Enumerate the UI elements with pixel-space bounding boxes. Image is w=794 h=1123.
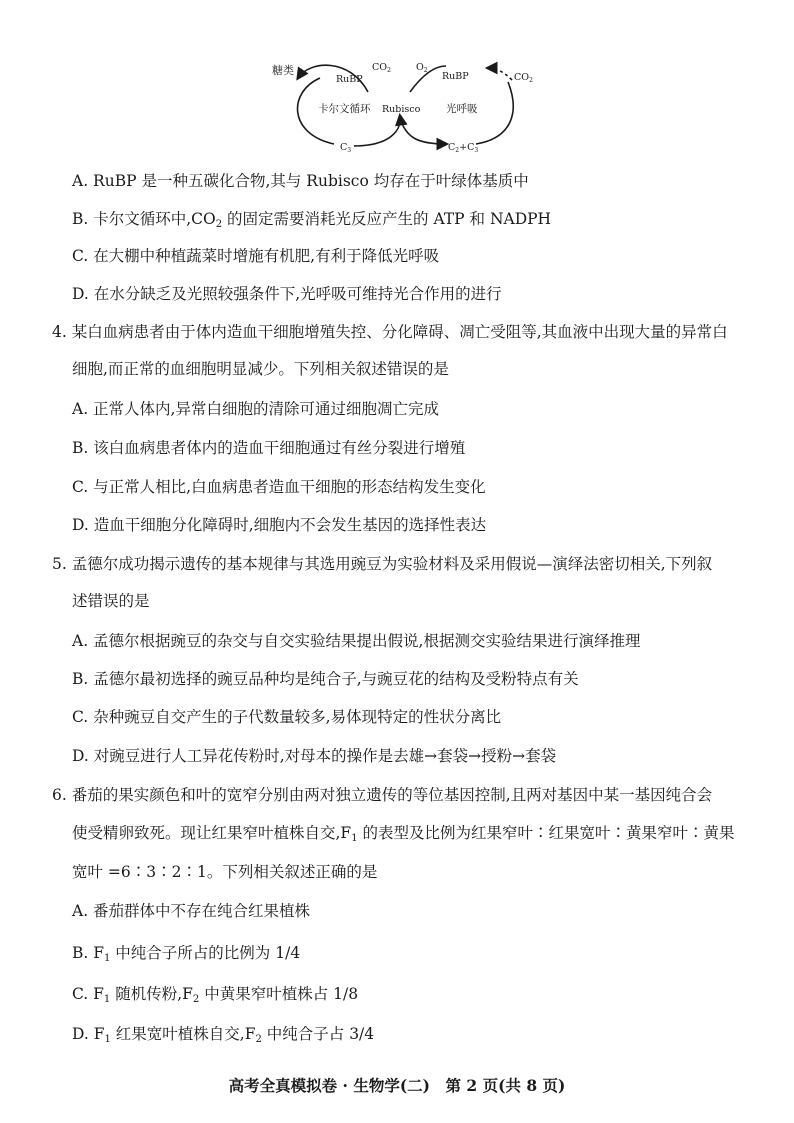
q6-option-b: B. $F_1$ 中纯合子所占的比例为 1/4 bbox=[72, 944, 301, 964]
q6-stem-line1: 6. 番茄的果实颜色和叶的宽窄分别由两对独立遗传的等位基因控制,且两对基因中某一基因纯合会 bbox=[52, 786, 713, 804]
q5-option-a: A. 孟德尔根据豌豆的杂交与自交实验结果提出假说,根据测交实验结果进行演绎推理 bbox=[72, 632, 641, 650]
q5-stem-line1: 5. 孟德尔成功揭示遗传的基本规律与其选用豌豆为实验材料及采用假说—演绎法密切相关,下列叙 bbox=[52, 555, 713, 573]
photoresp-right-arc bbox=[476, 82, 513, 144]
label-co2-top: $CO_2$ bbox=[372, 62, 391, 74]
photoresp-lower-arc bbox=[400, 118, 446, 144]
label-rubisco: Rubisco bbox=[382, 104, 421, 115]
q6-stem-line2: 使受精卵致死。现让红果窄叶植株自交$,F_1$ 的表型及比例为红果窄叶∶红果宽叶∶黄果窄叶∶黄果 bbox=[72, 824, 735, 844]
q6-option-c: C. $F_1$ 随机传粉$,F_2$ 中黄果窄叶植株占 1/8 bbox=[72, 985, 359, 1005]
label-photorespiration: 光呼吸 bbox=[446, 103, 478, 115]
label-sugar: 糖类 bbox=[272, 64, 294, 77]
q4-option-c: C. 与正常人相比,白血病患者造血干细胞的形态结构发生变化 bbox=[72, 478, 486, 496]
page-footer: 高考全真模拟卷 · 生物学(二) 第 2 页(共 8 页) bbox=[228, 1076, 566, 1095]
q3-option-c: C. 在大棚中种植蔬菜时增施有机肥,有利于降低光呼吸 bbox=[72, 247, 440, 265]
q5-option-b: B. 孟德尔最初选择的豌豆品种均是纯合子,与豌豆花的结构及受粉特点有关 bbox=[72, 670, 579, 688]
calvin-cycle-lower-arc bbox=[354, 116, 400, 146]
label-rubp-left: RuBP bbox=[336, 74, 363, 85]
q3-option-b: B. 卡尔文循环中$,CO_2$ 的固定需要消耗光反应产生的 ATP 和 NADPH bbox=[72, 210, 552, 230]
label-o2-top: $O_2$ bbox=[416, 62, 428, 74]
photoresp-dashed-arrow bbox=[488, 68, 512, 80]
q4-stem-line2: 细胞,而正常的血细胞明显减少。下列相关叙述错误的是 bbox=[72, 360, 449, 378]
label-calvin-cycle: 卡尔文循环 bbox=[318, 103, 371, 115]
q3-option-d: D. 在水分缺乏及光照较强条件下,光呼吸可维持光合作用的进行 bbox=[72, 285, 502, 303]
label-c3-left: $C_3$ bbox=[340, 142, 352, 154]
q5-option-c: C. 杂种豌豆自交产生的子代数量较多,易体现特定的性状分离比 bbox=[72, 708, 502, 726]
q4-option-d: D. 造血干细胞分化障碍时,细胞内不会发生基因的选择性表达 bbox=[72, 516, 487, 534]
q4-option-a: A. 正常人体内,异常白细胞的清除可通过细胞凋亡完成 bbox=[72, 400, 439, 418]
q3-option-a: A. RuBP 是一种五碳化合物,其与 Rubisco 均存在于叶绿体基质中 bbox=[72, 172, 529, 190]
label-c2-c3: $C_2+C_3$ bbox=[448, 142, 479, 154]
q5-stem-line2: 述错误的是 bbox=[72, 592, 150, 610]
q6-stem-line3: 宽叶 =6∶3∶2∶1。下列相关叙述正确的是 bbox=[72, 863, 378, 881]
label-co2-right: $CO_2$ bbox=[514, 72, 533, 84]
calvin-photorespiration-diagram bbox=[250, 52, 550, 162]
q6-option-a: A. 番茄群体中不存在纯合红果植株 bbox=[72, 902, 311, 920]
q4-stem-line1: 4. 某白血病患者由于体内造血干细胞增殖失控、分化障碍、凋亡受阻等,其血液中出现大量的异常白 bbox=[52, 323, 728, 341]
q5-option-d: D. 对豌豆进行人工异花传粉时,对母本的操作是去雄→套袋→授粉→套袋 bbox=[72, 747, 557, 765]
q4-option-b: B. 该白血病患者体内的造血干细胞通过有丝分裂进行增殖 bbox=[72, 439, 466, 457]
label-rubp-right: RuBP bbox=[442, 71, 469, 82]
q6-option-d: D. $F_1$ 红果宽叶植株自交$,F_2$ 中纯合子占 3/4 bbox=[72, 1025, 375, 1045]
